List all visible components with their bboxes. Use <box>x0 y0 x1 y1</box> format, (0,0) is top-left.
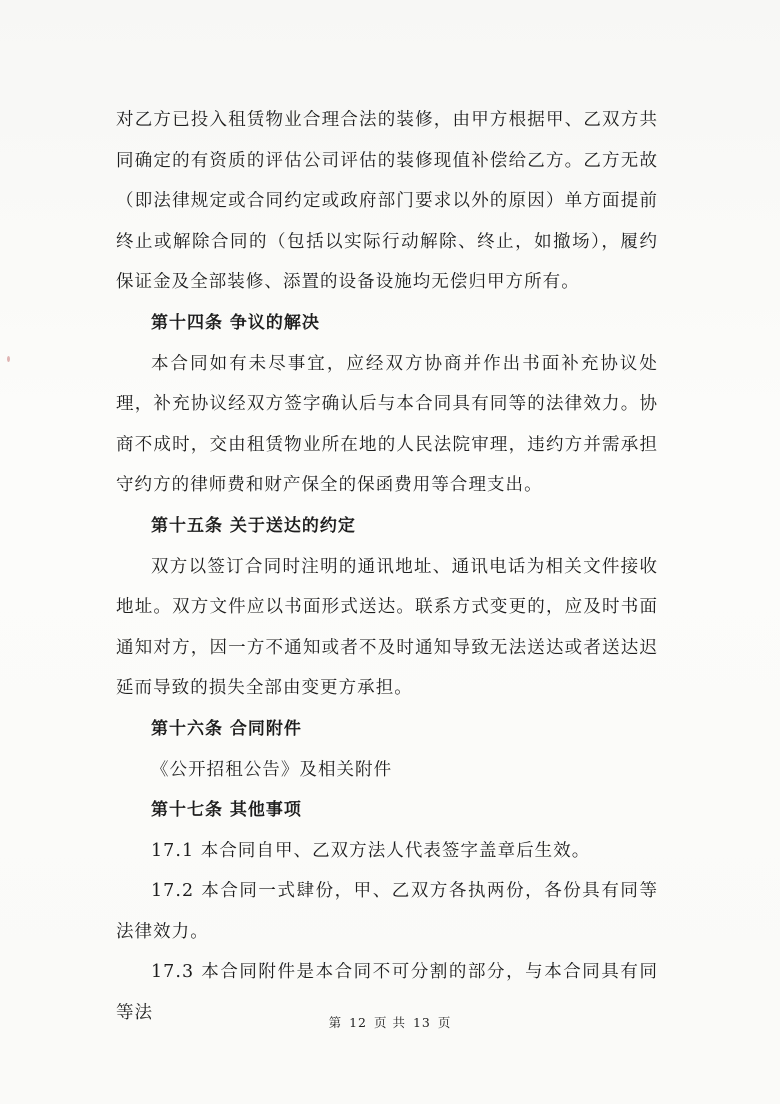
heading-article-14: 第十四条 争议的解决 <box>151 312 320 333</box>
heading-article-17: 第十七条 其他事项 <box>151 800 302 821</box>
footer-suffix: 页 <box>437 1015 452 1030</box>
footer-prefix: 第 <box>328 1015 343 1030</box>
paragraph-clause-17-3: 17.3 本合同附件是本合同不可分割的部分，与本合同具有同等法 <box>116 962 658 1024</box>
paragraph-renovation-compensation: 对乙方已投入租赁物业合理合法的装修，由甲方根据甲、乙双方共同确定的有资质的评估公司评估的装修现值补偿给乙方。乙方无故（即法律规定或合同约定或政府部门要求以外的原因）单方面提前终止或解除合同的（包括以实际行动解除、终止，如撤场），履约保证金及全部装修、添置的设备设施均无偿归甲方所有。 <box>116 110 658 293</box>
paragraph-attachments: 《公开招租公告》及相关附件 <box>151 759 393 780</box>
paragraph-clause-17-2: 17.2 本合同一式肆份，甲、乙双方各执两份，各份具有同等法律效力。 <box>116 881 658 942</box>
document-body <box>116 100 658 1034</box>
page-number-footer <box>0 1013 780 1031</box>
heading-article-15: 第十五条 关于送达的约定 <box>151 515 356 536</box>
page-speck <box>7 356 10 362</box>
paragraph-clause-17-1: 17.1 本合同自甲、乙双方法人代表签字盖章后生效。 <box>151 840 591 861</box>
footer-current-page: 12 <box>349 1015 368 1030</box>
paragraph-dispute-resolution: 本合同如有未尽事宜，应经双方协商并作出书面补充协议处理，补充协议经双方签字确认后与本合同具有同等的法律效力。协商不成时，交由租赁物业所在地的人民法院审理，违约方并需承担守约方的律师费和财产保全的保函费用等合理支出。 <box>116 353 658 496</box>
footer-middle: 页 共 <box>374 1015 406 1030</box>
paragraph-service-of-notice: 双方以签订合同时注明的通讯地址、通讯电话为相关文件接收地址。双方文件应以书面形式送达。联系方式变更的，应及时书面通知对方，因一方不通知或者不及时通知导致无法送达或者送达迟延而导致的损失全部由变更方承担。 <box>116 556 658 699</box>
footer-total-pages: 13 <box>412 1015 431 1030</box>
heading-article-16: 第十六条 合同附件 <box>151 718 302 739</box>
